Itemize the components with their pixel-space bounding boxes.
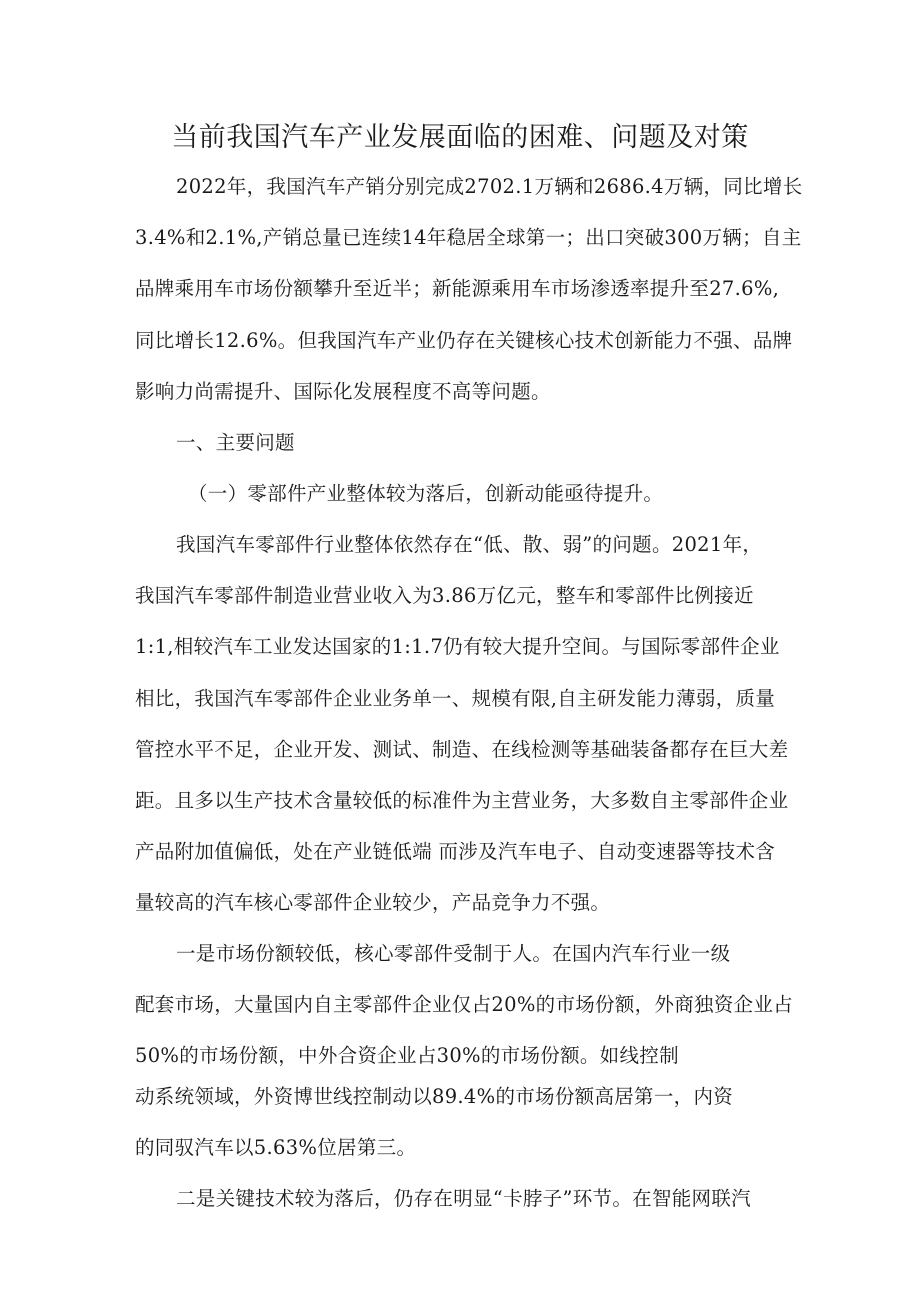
paragraph-line: 3.4%和2.1%,产销总量已连续14年稳居全球第一；出口突破300万辆；自主 xyxy=(135,226,802,249)
paragraph-line: 一是市场份额较低，核心零部件受制于人。在国内汽车行业一级 xyxy=(176,942,731,965)
paragraph-line: 产品附加值偏低，处在产业链低端 而涉及汽车电子、自动变速器等技术含 xyxy=(135,840,776,863)
paragraph-line: 1:1,相较汽车工业发达国家的1:1.7仍有较大提升空间。与国际零部件企业 xyxy=(135,635,780,658)
paragraph-line: 动系统领域，外资博世线控制动以89.4%的市场份额高居第一，内资 xyxy=(135,1085,734,1108)
paragraph-line: 量较高的汽车核心零部件企业较少，产品竞争力不强。 xyxy=(135,891,611,914)
paragraph-line: 2022年，我国汽车产销分别完成2702.1万辆和2686.4万辆，同比增长 xyxy=(176,175,803,198)
paragraph-line: 距。且多以生产技术含量较低的标准件为主营业务，大多数自主零部件企业 xyxy=(135,789,789,812)
paragraph-line: 我国汽车零部件制造业营业收入为3.86万亿元，整车和零部件比例接近 xyxy=(135,584,754,607)
subsection-heading: （一）零部件产业整体较为落后，创新动能亟待提升。 xyxy=(188,482,664,505)
paragraph-line: 影响力尚需提升、国际化发展程度不高等问题。 xyxy=(135,380,551,403)
paragraph-line: 相比，我国汽车零部件企业业务单一、规模有限,自主研发能力薄弱，质量 xyxy=(135,687,776,710)
paragraph-line: 50%的市场份额，中外合资企业占30%的市场份额。如线控制 xyxy=(135,1044,679,1067)
section-heading: 一、主要问题 xyxy=(176,431,295,454)
paragraph-line: 管控水平不足，企业开发、测试、制造、在线检测等基础装备都存在巨大差 xyxy=(135,738,789,761)
paragraph-line: 配套市场，大量国内自主零部件企业仅占20%的市场份额，外商独资企业占 xyxy=(135,993,794,1016)
paragraph-line: 二是关键技术较为落后，仍存在明显“卡脖子”环节。在智能网联汽 xyxy=(176,1187,751,1210)
paragraph-line: 的同驭汽车以5.63%位居第三。 xyxy=(135,1136,417,1159)
paragraph-line: 品牌乘用车市场份额攀升至近半；新能源乘用车市场渗透率提升至27.6%, xyxy=(135,277,780,300)
document-title: 当前我国汽车产业发展面临的困难、问题及对策 xyxy=(171,122,749,153)
paragraph-line: 我国汽车零部件行业整体依然存在“低、散、弱”的问题。2021年， xyxy=(176,533,763,556)
paragraph-line: 同比增长12.6%。但我国汽车产业仍存在关键核心技术创新能力不强、品牌 xyxy=(135,329,793,352)
